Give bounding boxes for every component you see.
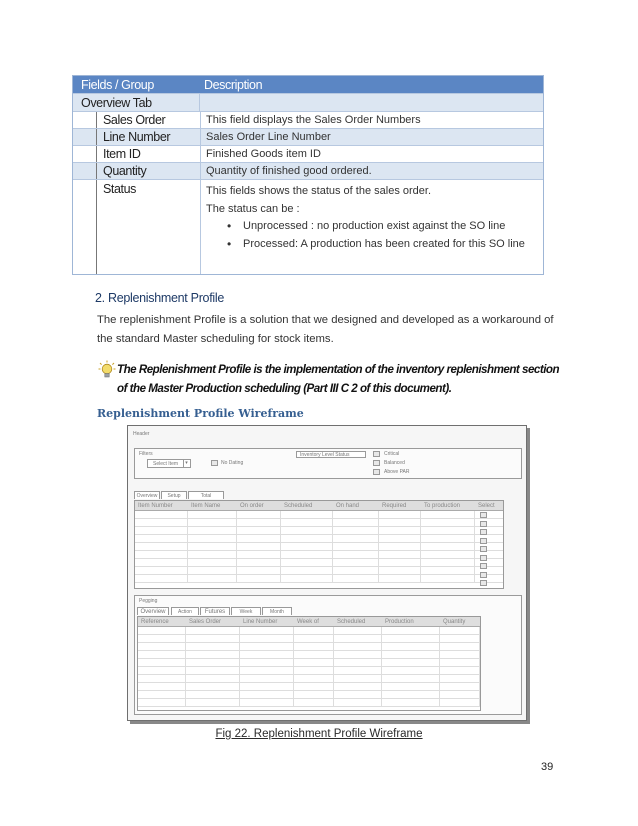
wf-grid-row [138,643,480,651]
wf-grid-cell [294,627,334,634]
wf-grid-cell [188,519,237,526]
wf-grid-cell [186,635,240,642]
wf-tab: Total [188,491,224,499]
wf-grid-cell [240,699,294,706]
wf-select-checkbox [480,555,487,561]
wf-grid-cell [188,567,237,574]
section-label: Overview Tab [81,95,152,110]
wf-check-label: Above PAR [384,469,410,475]
field-description: This field displays the Sales Order Numbers [206,114,421,126]
wf-col: Scheduled [337,618,366,625]
wf-grid-cell [294,651,334,658]
wf-grid-cell [237,567,281,574]
table-row [73,163,543,180]
table-header-row [73,76,543,94]
wf-select-checkbox [480,529,487,535]
wf-grid-row [138,659,480,667]
wf-grid-cell [240,659,294,666]
wf-grid-cell [382,659,440,666]
wf-check-label: Balanced [384,460,405,466]
wf-checkbox [373,469,380,475]
wireframe-image [127,425,527,721]
table-row [73,112,543,129]
wf-grid-cell [379,551,421,558]
status-line-2: The status can be : [206,202,300,215]
wf-col: Production [385,618,414,625]
wf-grid-cell [186,659,240,666]
lightbulb-icon [98,360,116,380]
status-bullet-list [206,218,543,253]
wf-grid-cell [281,575,333,582]
figure-caption [0,728,638,740]
wf-grid-row [135,559,503,567]
wf-grid-cell [379,527,421,534]
wf-checkbox [373,451,380,457]
status-line-1: This fields shows the status of the sales order. [206,185,432,197]
wf-grid-row [138,691,480,699]
wf-grid-cell [333,567,379,574]
wf-grid-cell [188,511,237,518]
wf-grid-cell [186,675,240,682]
wf-grid-cell [421,559,475,566]
wf-col: Line Number [243,618,278,625]
wf-grid-cell [237,535,281,542]
wf-grid-cell [379,567,421,574]
wf-item-select [147,459,191,468]
wf-filters-label: Filters [139,451,153,457]
wf-grid-cell [379,543,421,550]
wf-grid-cell [135,543,188,550]
wf-select-checkbox [480,572,487,578]
wf-grid-cell [135,535,188,542]
header-description: Description [204,77,263,92]
wf-grid-cell [440,635,480,642]
field-name: Item ID [73,146,201,162]
wf-select-checkbox [480,580,487,586]
wf-pegging-label: Pegging [139,598,158,604]
wf-grid-cell [188,535,237,542]
wf-tab: Overview [137,607,169,615]
wf-grid-cell [440,699,480,706]
wf-grid-cell [379,559,421,566]
wf-pegging-grid [137,616,481,711]
wf-grid-cell [440,675,480,682]
wf-grid-cell [281,559,333,566]
wf-grid-cell [294,659,334,666]
wf-grid-row [135,511,503,519]
wf-grid-cell [333,527,379,534]
wf-grid-cell [382,643,440,650]
figure-caption-text: Fig 22. Replenishment Profile Wireframe [215,728,423,740]
wf-grid-row [138,635,480,643]
wf-col: Scheduled [284,502,313,509]
header-fields: Fields / Group [81,77,154,92]
wf-grid-row [135,527,503,535]
wf-grid-cell [333,543,379,550]
wf-checkbox [211,460,218,466]
wf-grid-cell [333,511,379,518]
wf-col: Reference [141,618,169,625]
wf-filter-box [134,448,522,479]
wf-tab: Week [231,607,261,615]
wf-grid-cell [281,551,333,558]
wf-grid-header [138,617,480,627]
wf-col: Sales Order [189,618,222,625]
wf-grid-cell [333,519,379,526]
wf-select-checkbox [480,538,487,544]
wf-col: Quantity [443,618,466,625]
wf-grid-cell [135,575,188,582]
wf-grid-cell [421,575,475,582]
wf-grid-cell [382,651,440,658]
wf-grid-cell [240,635,294,642]
wf-header-label: Header [133,431,150,437]
wf-grid-cell [440,659,480,666]
wf-grid-cell [186,699,240,706]
wf-grid-cell [135,551,188,558]
wf-tab: Action [171,607,199,615]
wf-grid-cell [334,627,382,634]
chevron-down-icon: ▾ [183,460,189,467]
wf-grid-cell [237,543,281,550]
wf-grid-cell [333,575,379,582]
wf-grid-cell [379,519,421,526]
wf-grid-cell [240,651,294,658]
wf-grid-cell [281,527,333,534]
wf-col: Required [382,502,407,509]
wf-grid-cell [421,551,475,558]
field-description: Finished Goods item ID [206,148,321,160]
wireframe-title: Replenishment Profile Wireframe [97,407,304,420]
wf-grid-cell [334,675,382,682]
wf-grid-cell [138,691,186,698]
wf-grid-cell [333,551,379,558]
wf-grid-cell [237,575,281,582]
wf-grid-cell [421,543,475,550]
table-row-status [73,180,543,274]
wf-col: Select [478,502,495,509]
wf-grid-cell [294,683,334,690]
wf-inventory-label: Inventory Level Status [300,452,350,458]
wf-grid-cell [440,667,480,674]
table-row [73,146,543,163]
wf-grid-cell [138,667,186,674]
wf-grid-cell [281,535,333,542]
wf-grid-cell [188,559,237,566]
wf-col: On order [240,502,264,509]
section-heading: 2. Replenishment Profile [95,291,224,305]
wf-grid-cell [281,519,333,526]
wf-grid-cell [333,535,379,542]
wf-grid-row [138,627,480,635]
wf-inventory-field [296,451,366,458]
section-filler [199,94,543,111]
wf-grid-row [135,543,503,551]
field-name: Status [73,180,201,274]
wf-tab: Month [262,607,292,615]
wf-select-checkbox [480,546,487,552]
wf-col: Item Number [138,502,173,509]
wf-grid-cell [334,699,382,706]
wf-grid-cell [440,627,480,634]
wf-grid-cell [382,627,440,634]
wf-grid-cell [188,527,237,534]
wf-grid-cell [421,519,475,526]
wf-grid-cell [138,651,186,658]
wf-col: On hand [336,502,360,509]
wf-grid-cell [294,691,334,698]
wf-grid-cell [138,699,186,706]
wf-grid-cell [138,635,186,642]
wf-grid-cell [379,575,421,582]
wf-grid-rows [138,627,480,707]
wf-tab: Overview [134,491,160,499]
wf-grid-header [135,501,503,511]
wf-grid-row [135,535,503,543]
field-description: Quantity of finished good ordered. [206,165,372,177]
wf-grid-cell [138,659,186,666]
wf-grid-cell [237,511,281,518]
wf-grid-cell [186,683,240,690]
wf-grid-cell [237,527,281,534]
wf-grid-cell [281,511,333,518]
wf-col: Item Name [191,502,221,509]
body-paragraph: The replenishment Profile is a solution that we designed and developed as a workaround of the standard Master scheduling for stock items. [97,314,554,345]
wf-grid-cell [421,527,475,534]
section-row [73,94,543,112]
wf-grid-cell [294,699,334,706]
status-bullet: • Processed: A production has been created for this SO line [227,236,543,254]
wf-grid-cell [334,635,382,642]
wf-grid-cell [188,543,237,550]
wf-grid-cell [188,551,237,558]
wf-items-grid [134,500,504,589]
wf-grid-row [135,575,503,583]
wf-grid-rows [135,511,503,583]
wf-select-checkbox [480,563,487,569]
wf-grid-cell [334,659,382,666]
wf-select-item-text: Select Item [153,461,179,467]
wf-grid-cell [138,643,186,650]
wf-grid-cell [421,567,475,574]
page-number: 39 [541,761,554,773]
wf-grid-cell [440,683,480,690]
wf-select-checkbox [480,521,487,527]
wf-grid-cell [135,519,188,526]
wf-grid-cell [334,683,382,690]
wf-grid-cell [237,559,281,566]
wf-col: Week of [297,618,319,625]
wf-grid-cell [379,511,421,518]
wf-grid-cell [334,667,382,674]
wf-grid-cell [138,627,186,634]
wf-grid-row [135,551,503,559]
wf-grid-cell [281,567,333,574]
note-text: The Replenishment Profile is the implementation of the inventory replenishment section of the Master Production scheduling (Part III C 2 of this document). [117,363,560,395]
wf-grid-row [138,699,480,707]
wf-grid-cell [294,675,334,682]
wf-grid-cell [135,567,188,574]
wf-grid-cell [382,675,440,682]
wf-grid-row [138,675,480,683]
wf-grid-cell [237,551,281,558]
wf-pegging-box [134,595,522,715]
wf-tab: Setup [161,491,187,499]
wf-tab: Futures [200,607,230,615]
wf-grid-cell [237,519,281,526]
wf-grid-cell [382,699,440,706]
wf-grid-cell [186,651,240,658]
wf-grid-cell [294,635,334,642]
wf-check-label: Critical [384,451,400,457]
wf-grid-cell [382,667,440,674]
note-block [98,360,568,398]
wf-grid-cell [440,691,480,698]
field-table [72,75,544,275]
wf-grid-cell [294,643,334,650]
wf-grid-cell [240,643,294,650]
wf-grid-cell [382,691,440,698]
wf-grid-cell [334,651,382,658]
wf-grid-cell [421,511,475,518]
wf-grid-cell [135,527,188,534]
wf-grid-cell [240,675,294,682]
wf-grid-row [135,519,503,527]
wf-grid-row [138,667,480,675]
wf-grid-cell [135,559,188,566]
wf-grid-cell [186,627,240,634]
wf-col: To production [424,502,461,509]
wf-no-dating-label: No Dating [221,460,244,466]
wf-grid-cell [334,643,382,650]
wf-grid-cell [281,543,333,550]
wf-grid-cell [333,559,379,566]
wf-grid-cell [135,511,188,518]
field-name: Line Number [73,129,201,145]
wf-grid-cell [294,667,334,674]
wf-grid-cell [188,575,237,582]
wf-select-checkbox [480,512,487,518]
wf-grid-cell [240,691,294,698]
wf-grid-cell [240,667,294,674]
wf-grid-cell [138,675,186,682]
wf-grid-cell [186,667,240,674]
wf-grid-cell [334,691,382,698]
wf-grid-row [138,683,480,691]
wf-grid-cell [421,535,475,542]
wf-grid-cell [379,535,421,542]
wf-grid-cell [440,643,480,650]
field-name: Sales Order [73,112,201,128]
wf-grid-cell [186,643,240,650]
wf-grid-cell [138,683,186,690]
wf-grid-cell [382,635,440,642]
wf-grid-cell [240,683,294,690]
wf-grid-cell [240,627,294,634]
wf-grid-cell [186,691,240,698]
wf-grid-row [138,651,480,659]
field-description [201,180,543,253]
wf-grid-cell [382,683,440,690]
table-row [73,129,543,146]
status-bullet: • Unprocessed : no production exist against the SO line [227,218,543,236]
field-name: Quantity [73,163,201,179]
wf-grid-row [135,567,503,575]
field-description: Sales Order Line Number [206,131,331,143]
wf-checkbox [373,460,380,466]
wf-grid-cell [440,651,480,658]
